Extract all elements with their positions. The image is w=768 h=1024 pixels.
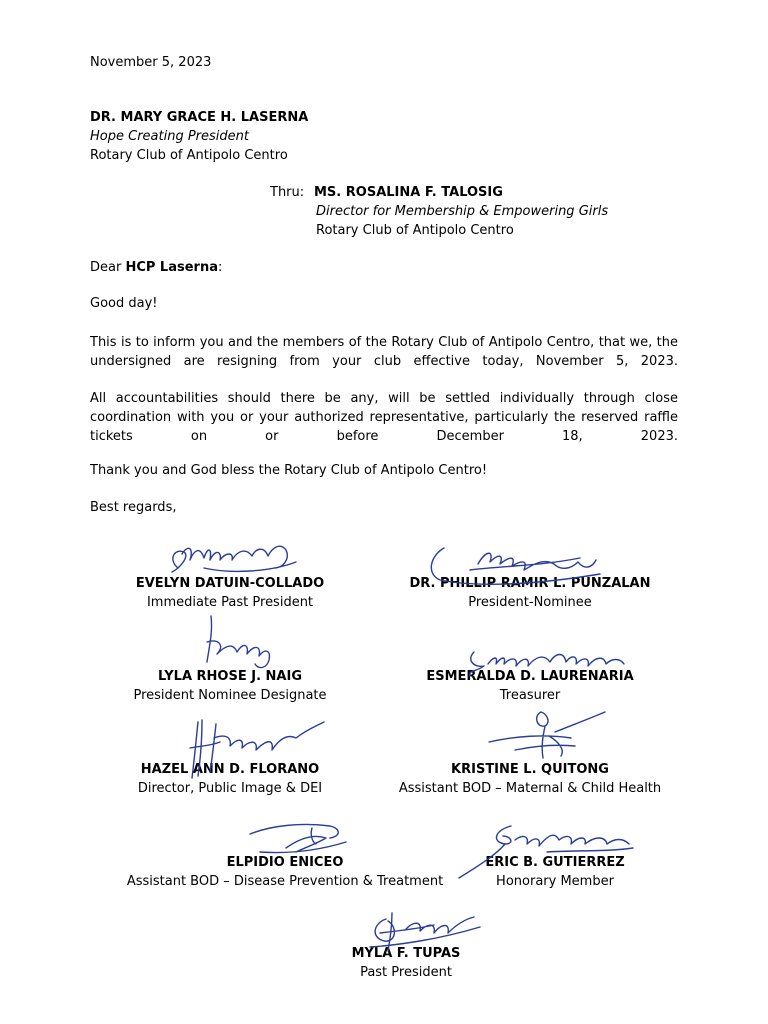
signatory-title: Past President (360, 965, 452, 980)
signatory-title: Assistant BOD – Maternal & Child Health (398, 781, 662, 796)
thru-org: Rotary Club of Antipolo Centro (316, 223, 514, 238)
signatory-title: President Nominee Designate (133, 688, 327, 703)
salutation-name: HCP Laserna (125, 260, 218, 275)
signatory-name: ERIC B. GUTIERREZ (485, 855, 625, 870)
signatory-name: DR. PHILLIP RAMIR L. PUNZALAN (409, 576, 651, 591)
signatory-name: HAZEL ANN D. FLORANO (140, 762, 320, 777)
salutation-prefix: Dear (90, 260, 126, 275)
signature-gutierrez (455, 822, 640, 882)
signatory-name: ELPIDIO ENICEO (226, 855, 344, 870)
signature-collado (160, 538, 310, 588)
thru-name: MS. ROSALINA F. TALOSIG (314, 185, 503, 200)
signatory-name: EVELYN DATUIN-COLLADO (135, 576, 325, 591)
paragraph-accountabilities: All accountabilities should there be any, will be settled individually through close coordination with you or your authorized representative, particularly the reserved raffle tickets on or before December 18, 2023. (90, 391, 678, 444)
signatory-name: KRISTINE L. QUITONG (451, 762, 609, 777)
paragraph-resignation: This is to inform you and the members of the Rotary Club of Antipolo Centro, that we, the undersigned are resigning from your club effective today, November 5, 2023. (90, 335, 678, 369)
signatory-name: LYLA RHOSE J. NAIG (157, 669, 302, 684)
salutation-suffix: : (217, 260, 223, 275)
signatory-title: Assistant BOD – Disease Prevention & Treatment (126, 874, 444, 889)
recipient-name: DR. MARY GRACE H. LASERNA (90, 110, 309, 125)
salutation (90, 260, 222, 275)
recipient-title: Hope Creating President (90, 129, 249, 144)
signature-naig (195, 612, 285, 672)
signature-punzalan (420, 540, 620, 590)
signature-quitong (485, 706, 615, 766)
thru-label: Thru: (270, 185, 305, 200)
signature-florano (180, 712, 330, 782)
paragraph-thanks: Thank you and God bless the Rotary Club of Antipolo Centro! (90, 463, 488, 478)
signatory-block (80, 667, 380, 705)
signature-tupas (350, 905, 490, 955)
thru-title: Director for Membership & Empowering Girls (316, 204, 609, 219)
signature-eniceo (230, 808, 360, 868)
signatory-title: Director, Public Image & DEI (137, 781, 323, 796)
greeting: Good day! (90, 296, 158, 311)
letter-date: November 5, 2023 (90, 55, 212, 70)
signature-laurenaria (460, 640, 630, 680)
signatory-name: MYLA F. TUPAS (351, 946, 461, 961)
closing: Best regards, (90, 500, 177, 515)
signatory-title: Honorary Member (496, 874, 614, 889)
recipient-org: Rotary Club of Antipolo Centro (90, 148, 288, 163)
signatory-title: Immediate Past President (146, 595, 314, 610)
signatory-name: ESMERALDA D. LAURENARIA (426, 669, 634, 684)
signatory-title: President-Nominee (468, 595, 592, 610)
signatory-title: Treasurer (499, 688, 561, 703)
